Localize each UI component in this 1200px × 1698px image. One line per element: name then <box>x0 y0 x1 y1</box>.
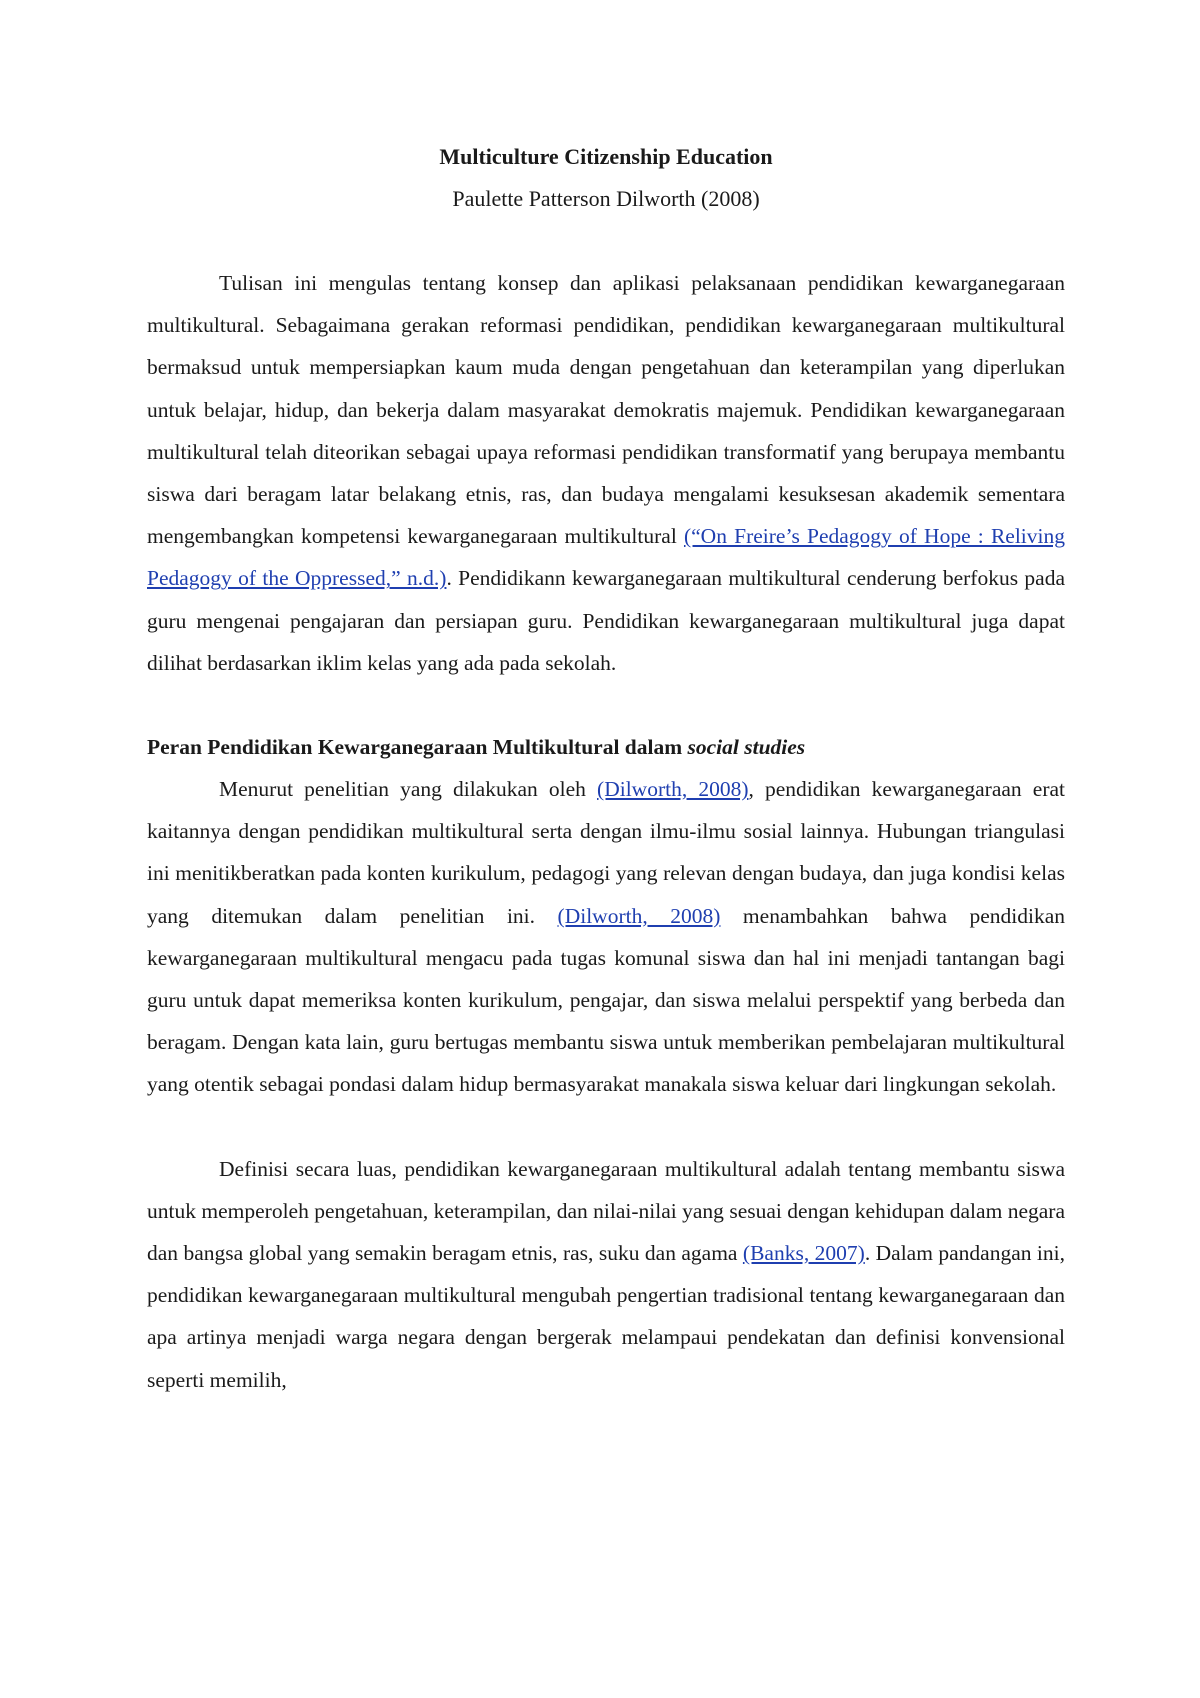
paragraph-text: menambahkan bahwa pendidikan kewarganegaraan multikultural mengacu pada tugas komunal siswa dan hal ini menjadi tantangan bagi guru untuk dapat memeriksa konten kurikulum, pengajar, dan siswa melalui perspektif yang berbeda dan beragam. Dengan kata lain, guru bertugas membantu siswa untuk memberikan pembelajaran multikultural yang otentik sebagai pondasi dalam hidup bermasyarakat manakala siswa keluar dari lingkungan sekolah. <box>147 903 1065 1097</box>
paragraph-role <box>147 768 1065 1106</box>
citation-link-dilworth[interactable]: (Dilworth, 2008) <box>597 777 749 802</box>
section-heading-text: Peran Pendidikan Kewarganegaraan Multikultural dalam <box>147 735 688 760</box>
citation-link-dilworth[interactable]: (Dilworth, 2008) <box>557 903 721 928</box>
paragraph-text: . Dalam pandangan ini, pendidikan kewarganegaraan multikultural mengubah pengertian tradisional tentang kewarganegaraan dan apa artinya menjadi warga negara dengan bergerak melampaui pendekatan dan definisi konvensional seperti memilih, <box>147 1241 1066 1392</box>
section-heading-italic: social studies <box>687 735 806 760</box>
citation-link-banks[interactable]: (Banks, 2007) <box>742 1241 865 1266</box>
document-author: Paulette Patterson Dilworth (2008) <box>452 186 760 211</box>
paragraph-intro <box>147 262 1065 684</box>
paragraph-text: Menurut penelitian yang dilakukan oleh <box>219 777 598 802</box>
citation-link-freire[interactable]: (“On Freire’s Pedagogy of Hope : Reliving Pedagogy of the Oppressed,” n.d.) <box>147 524 1066 591</box>
paragraph-text: Definisi secara luas, pendidikan kewarganegaraan multikultural adalah tentang membantu siswa untuk memperoleh pengetahuan, keterampilan, dan nilai-nilai yang sesuai dengan kehidupan dalam negara dan bangsa global yang semakin beragam etnis, ras, suku dan agama <box>147 1156 1065 1266</box>
paragraph-text: Tulisan ini mengulas tentang konsep dan aplikasi pelaksanaan pendidikan kewarganegaraan multikultural. Sebagaimana gerakan reformasi pendidikan, pendidikan kewarganegaraan multikultural bermaksud untuk mempersiapkan kaum muda dengan pengetahuan dan keterampilan yang diperlukan untuk belajar, hidup, dan bekerja dalam masyarakat demokratis majemuk. Pendidikan kewarganegaraan multikultural telah diteorikan sebagai upaya reformasi pendidikan transformatif yang berupaya membantu siswa dari beragam latar belakang etnis, ras, dan budaya mengalami kesuksesan akademik sementara mengembangkan kompetensi kewarganegaraan multikultural <box>147 271 1065 549</box>
document-page <box>147 136 1065 1401</box>
paragraph-definition <box>147 1148 1065 1401</box>
document-title: Multiculture Citizenship Education <box>439 144 773 169</box>
paragraph-text: . Pendidikann kewarganegaraan multikultural cenderung berfokus pada guru mengenai pengajaran dan persiapan guru. Pendidikan kewarganegaraan multikultural juga dapat dilihat berdasarkan iklim kelas yang ada pada sekolah. <box>147 566 1065 675</box>
section-heading <box>147 726 1065 768</box>
paragraph-text: , pendidikan kewarganegaraan erat kaitannya dengan pendidikan multikultural serta dengan ilmu-ilmu sosial lainnya. Hubungan triangulasi ini menitikberatkan pada konten kurikulum, pedagogi yang relevan dengan budaya, dan juga kondisi kelas yang ditemukan dalam penelitian ini. <box>147 777 1065 928</box>
